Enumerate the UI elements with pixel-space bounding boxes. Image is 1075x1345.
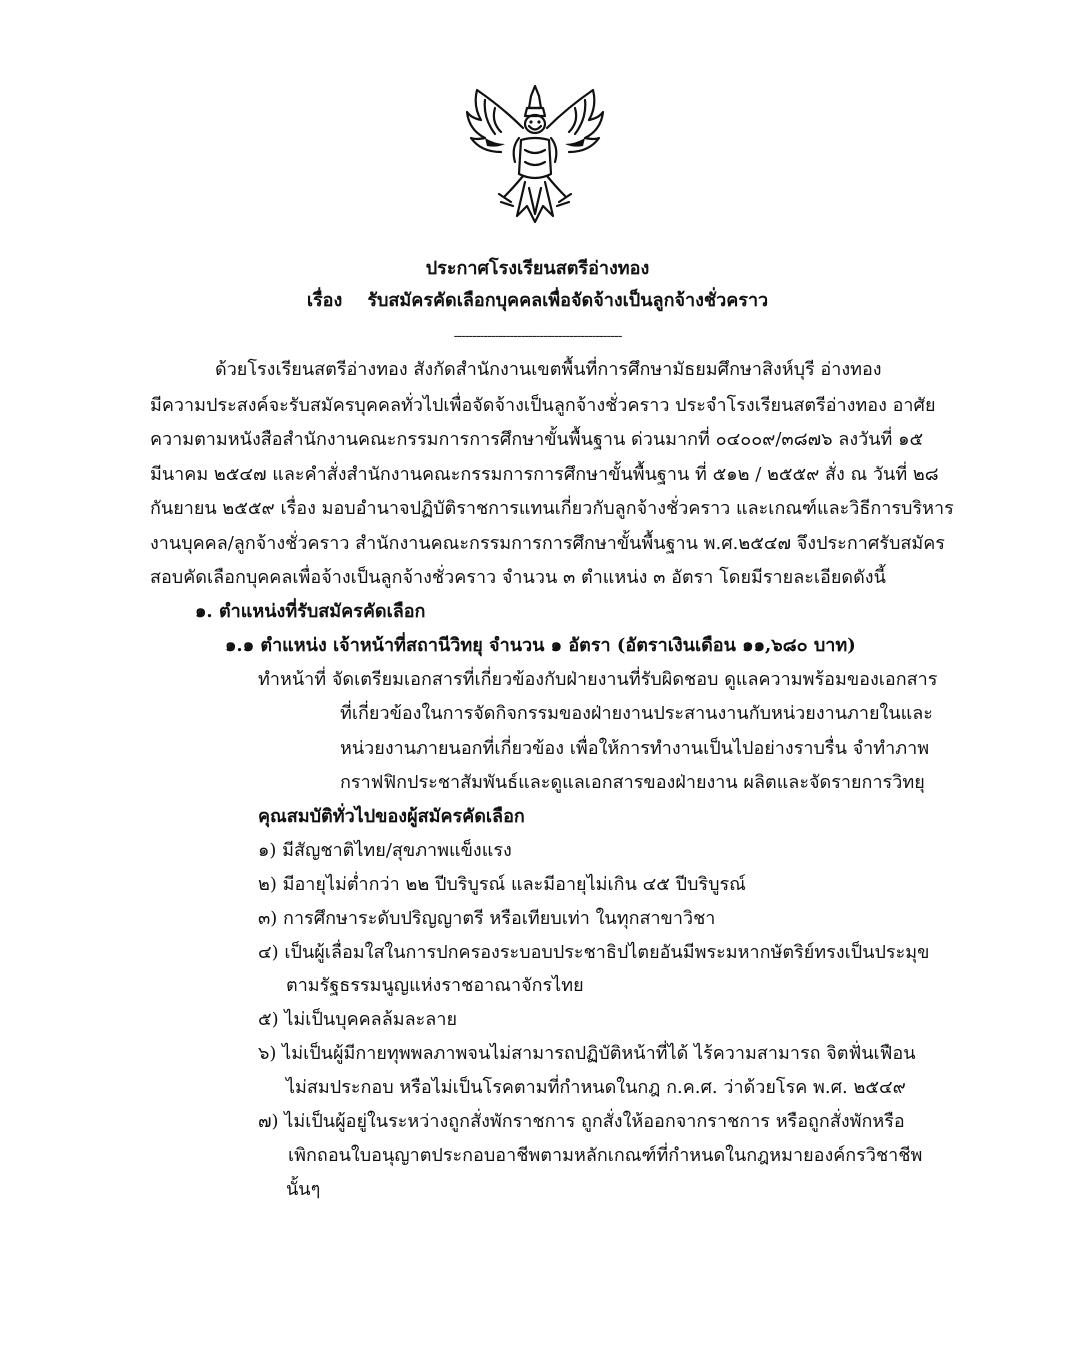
garuda-emblem-icon (455, 78, 615, 228)
qualification-item: ๔) เป็นผู้เลื่อมใสในการปกครองระบอบประชาธิปไตยอันมีพระมหากษัตริย์ทรงเป็นประมุข (258, 942, 930, 963)
separator: --------------------------------------------- (453, 328, 622, 344)
qualification-item-continued: เพิกถอนใบอนุญาตประกอบอาชีพตามหลักเกณฑ์ที่กำหนดในกฎหมายองค์กรวิชาชีพ (288, 1145, 923, 1166)
qualification-item: ๒) มีอายุไม่ต่ำกว่า ๒๒ ปีบริบูรณ์ และมีอายุไม่เกิน ๔๕ ปีบริบูรณ์ (258, 874, 746, 895)
qualification-item-continued: ตามรัฐธรรมนูญแห่งราชอาณาจักรไทย (286, 975, 584, 996)
qualification-item: ๑) มีสัญชาติไทย/สุขภาพแข็งแรง (258, 840, 512, 861)
intro-line: มีความประสงค์จะรับสมัครบุคคลทั่วไปเพื่อจัดจ้างเป็นลูกจ้างชั่วคราว ประจำโรงเรียนสตรีอ่างทอง อาศัย (150, 395, 936, 416)
qualification-item: ๓) การศึกษาระดับปริญญาตรี หรือเทียบเท่า ในทุกสาขาวิชา (258, 908, 716, 929)
position-heading: ๑.๑ ตำแหน่ง เจ้าหน้าที่สถานีวิทยุ จำนวน ๑ อัตรา (อัตราเงินเดือน ๑๑,๖๘๐ บาท) (225, 635, 856, 656)
subject-line (0, 289, 1075, 313)
duty-line: หน่วยงานภายนอกที่เกี่ยวข้อง เพื่อให้การทำงานเป็นไปอย่างราบรื่น จำทำภาพ (340, 738, 930, 759)
page-title: ประกาศโรงเรียนสตรีอ่างทอง (425, 258, 650, 279)
intro-line: สอบคัดเลือกบุคคลเพื่อจ้างเป็นลูกจ้างชั่วคราว จำนวน ๓ ตำแหน่ง ๓ อัตรา โดยมีรายละเอียดดังนี้ (150, 567, 886, 588)
section-heading: ๑. ตำแหน่งที่รับสมัครคัดเลือก (195, 601, 426, 622)
intro-line: กันยายน ๒๕๕๙ เรื่อง มอบอำนาจปฏิบัติราชการแทนเกี่ยวกับลูกจ้างชั่วคราว และเกณฑ์และวิธีการบริหาร (150, 498, 954, 519)
qualification-item: ๕) ไม่เป็นบุคคลล้มละลาย (258, 1009, 457, 1030)
duty-line: ที่เกี่ยวข้องในการจัดกิจกรรมของฝ่ายงานประสานงานกับหน่วยงานภายในและ (340, 703, 933, 724)
subject-label: เรื่อง (306, 290, 343, 311)
subject-text: รับสมัครคัดเลือกบุคคลเพื่อจัดจ้างเป็นลูกจ้างชั่วคราว (367, 290, 769, 311)
duty-line: ทำหน้าที่ จัดเตรียมเอกสารที่เกี่ยวข้องกับฝ่ายงานที่รับผิดชอบ ดูแลความพร้อมของเอกสาร (258, 669, 938, 690)
duty-line: กราฟฟิกประชาสัมพันธ์และดูแลเอกสารของฝ่ายงาน ผลิตและจัดรายการวิทยุ (340, 772, 925, 793)
qualification-item-continued: ไม่สมประกอบ หรือไม่เป็นโรคตามที่กำหนดในกฎ ก.ค.ศ. ว่าด้วยโรค พ.ศ. ๒๕๔๙ (286, 1077, 906, 1098)
qualification-item: ๖) ไม่เป็นผู้มีกายทุพพลภาพจนไม่สามารถปฏิบัติหน้าที่ได้ ไร้ความสามารถ จิตฟั่นเฟือน (258, 1043, 916, 1064)
intro-line: ความตามหนังสือสำนักงานคณะกรรมการการศึกษาขั้นพื้นฐาน ด่วนมากที่ ๐๔๐๐๙/๓๘๗๖ ลงวันที่ ๑๕ (150, 429, 924, 450)
qualification-item-continued: นั้นๆ (286, 1179, 321, 1200)
intro-line: งานบุคคล/ลูกจ้างชั่วคราว สำนักงานคณะกรรมการการศึกษาขั้นพื้นฐาน พ.ศ.๒๕๔๗ จึงประกาศรับสมัคร (150, 533, 945, 554)
qualifications-heading: คุณสมบัติทั่วไปของผู้สมัครคัดเลือก (258, 806, 525, 827)
qualification-item: ๗) ไม่เป็นผู้อยู่ในระหว่างถูกสั่งพักราชการ ถูกสั่งให้ออกจากราชการ หรือถูกสั่งพักหรือ (258, 1111, 905, 1132)
intro-line: มีนาคม ๒๕๔๗ และคำสั่งสำนักงานคณะกรรมการการศึกษาขั้นพื้นฐาน ที่ ๕๑๒ / ๒๕๕๙ สั่ง ณ วันที่ ๒๘ (150, 464, 939, 485)
intro-line: ด้วยโรงเรียนสตรีอ่างทอง สังกัดสำนักงานเขตพื้นที่การศึกษามัธยมศึกษาสิงห์บุรี อ่างทอง (215, 359, 882, 380)
